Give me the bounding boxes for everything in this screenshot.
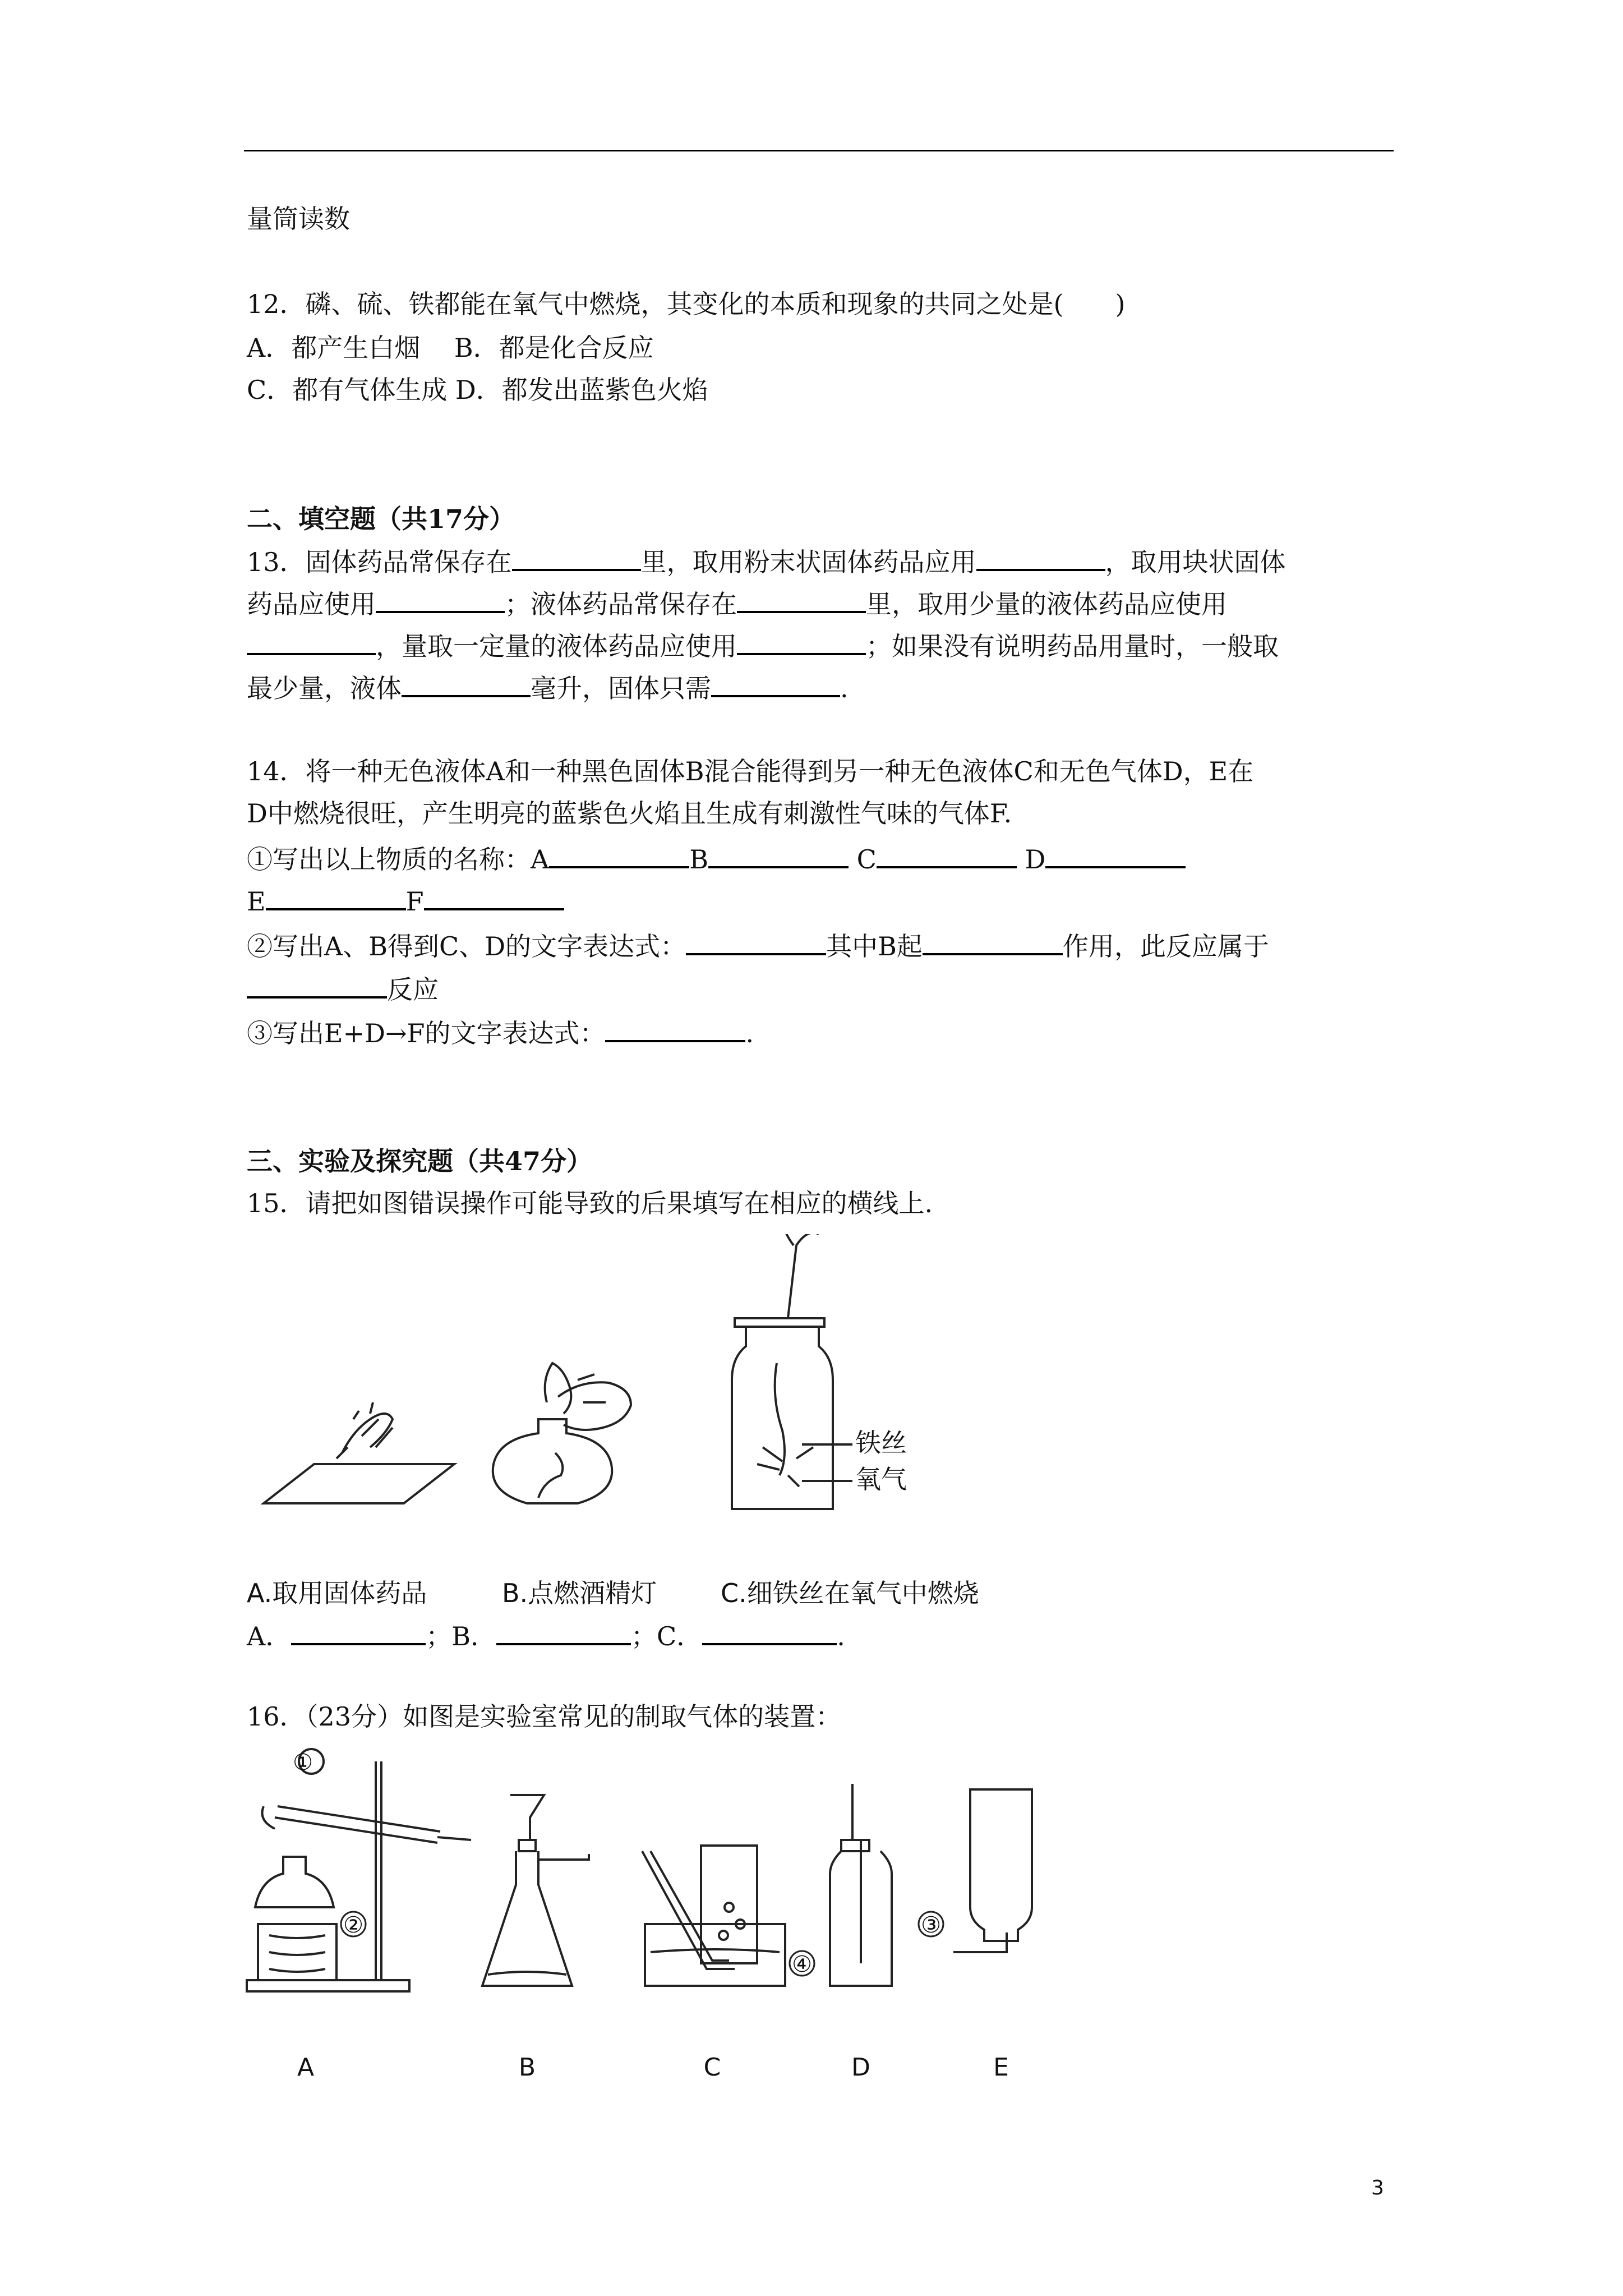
q15-stem: 15．请把如图错误操作可能导致的后果填写在相应的横线上. bbox=[247, 1188, 933, 1218]
blank[interactable] bbox=[247, 628, 376, 655]
caption-b: B.点燃酒精灯 bbox=[502, 1578, 657, 1608]
caption-c: C.细铁丝在氧气中燃烧 bbox=[721, 1578, 979, 1608]
blank[interactable] bbox=[702, 1618, 837, 1645]
figure-a-solid-reagent bbox=[264, 1402, 454, 1503]
blank[interactable] bbox=[266, 884, 406, 910]
label-iron-wire: 铁丝 bbox=[855, 1428, 907, 1458]
q13-line1: 13．固体药品常保存在 里，取用粉末状固体药品应用 ，取用块状固体 bbox=[247, 544, 1286, 579]
q14-names: ①写出以上物质的名称：A B C D bbox=[247, 841, 1186, 876]
apparatus-d bbox=[830, 1784, 892, 1986]
apparatus-e bbox=[953, 1789, 1032, 1952]
section-3-heading: 三、实验及探究题（共47分） bbox=[247, 1146, 593, 1176]
apparatus-a bbox=[247, 1749, 471, 1991]
blank[interactable] bbox=[605, 1015, 745, 1042]
section-2-heading: 二、填空题（共17分） bbox=[247, 504, 515, 534]
q12-options-ab: A．都产生白烟 B．都是化合反应 bbox=[247, 333, 654, 363]
q13-line3: ，量取一定量的液体药品应使用 ；如果没有说明药品用量时，一般取 bbox=[247, 628, 1279, 663]
figure-b-alcohol-lamp bbox=[493, 1363, 631, 1503]
blank[interactable] bbox=[402, 670, 531, 697]
label-oxygen: 氧气 bbox=[855, 1464, 907, 1494]
blank[interactable] bbox=[686, 928, 826, 955]
blank[interactable] bbox=[549, 841, 689, 868]
q11-tail: 量筒读数 bbox=[247, 204, 350, 234]
label-b: B bbox=[518, 2053, 536, 2082]
q14-line1: 14．将一种无色液体A和一种黑色固体B混合能得到另一种无色液体C和无色气体D，E在 bbox=[247, 756, 1254, 786]
blank[interactable] bbox=[291, 1618, 426, 1645]
blank[interactable] bbox=[711, 670, 840, 697]
mark-3: ③ bbox=[921, 1912, 941, 1938]
q15-figure bbox=[241, 1234, 1054, 1599]
q16-stem: 16．（23分）如图是实验室常见的制取气体的装置： bbox=[247, 1701, 842, 1732]
blank[interactable] bbox=[247, 972, 387, 999]
caption-a: A.取用固体药品 bbox=[247, 1578, 427, 1608]
q13-line4: 最少量，液体 毫升，固体只需 . bbox=[247, 670, 849, 705]
apparatus-c bbox=[642, 1846, 785, 1986]
blank[interactable] bbox=[1045, 841, 1186, 868]
label-d: D bbox=[851, 2053, 870, 2082]
blank[interactable] bbox=[376, 586, 505, 613]
blank[interactable] bbox=[512, 544, 641, 571]
q13-line2: 药品应使用 ；液体药品常保存在 里，取用少量的液体药品应使用 bbox=[247, 586, 1227, 621]
apparatus-b bbox=[482, 1795, 589, 1986]
blank[interactable] bbox=[737, 628, 866, 655]
q14-part2-cont: 反应 bbox=[247, 972, 439, 1006]
q14-part2: ②写出A、B得到C、D的文字表达式： 其中B起 作用，此反应属于 bbox=[247, 928, 1269, 963]
blank[interactable] bbox=[877, 841, 1017, 868]
q12-stem: 12．磷、硫、铁都能在氧气中燃烧，其变化的本质和现象的共同之处是( ) bbox=[247, 289, 1126, 319]
q14-line2: D中燃烧很旺，产生明亮的蓝紫色火焰且生成有刺激性气味的气体F. bbox=[247, 798, 1012, 829]
mark-4: ④ bbox=[792, 1952, 812, 1977]
blank[interactable] bbox=[424, 884, 564, 910]
q16-figure bbox=[224, 1739, 1133, 2098]
blank[interactable] bbox=[976, 544, 1105, 571]
blank[interactable] bbox=[923, 928, 1063, 955]
mark-2: ② bbox=[343, 1912, 363, 1938]
q15-answers: A． ；B． ；C． . bbox=[247, 1618, 845, 1653]
label-c: C bbox=[703, 2053, 721, 2082]
blank[interactable] bbox=[496, 1618, 631, 1645]
header-rule bbox=[244, 150, 1394, 151]
page-number: 3 bbox=[1371, 2177, 1384, 2200]
mark-1: ① bbox=[293, 1750, 313, 1775]
blank[interactable] bbox=[708, 841, 849, 868]
figure-c-iron-in-oxygen bbox=[732, 1234, 852, 1509]
blank[interactable] bbox=[737, 586, 866, 613]
q12-options-cd: C．都有气体生成 D．都发出蓝紫色火焰 bbox=[247, 375, 708, 405]
label-e: E bbox=[993, 2053, 1009, 2082]
q14-part3: ③写出E+D→F的文字表达式： . bbox=[247, 1015, 754, 1050]
label-a: A bbox=[297, 2053, 315, 2082]
q14-names-ef: E F bbox=[247, 884, 564, 918]
